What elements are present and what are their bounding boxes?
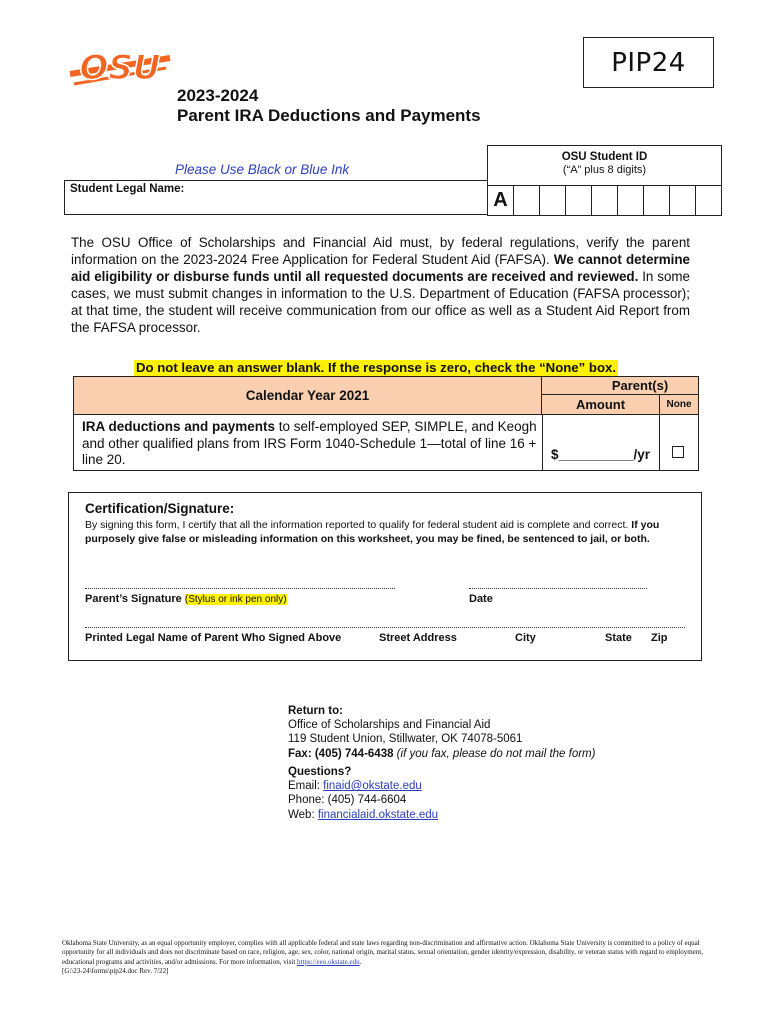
signature-line[interactable]	[85, 588, 395, 589]
certification-text-plain: By signing this form, I certify that all the information reported to qualify for federal student aid is complete and correct.	[85, 519, 632, 531]
state-label: State	[605, 632, 632, 644]
student-id-digit[interactable]	[514, 186, 540, 215]
return-heading: Return to:	[288, 705, 343, 717]
ink-note: Please Use Black or Blue Ink	[175, 162, 350, 177]
table-row-text: to self-employed SEP, SIMPLE, and Keogh and other qualified plans from IRS Form 1040-Schedule 1—total of line 16 + line 20.	[82, 419, 537, 467]
questions-block	[288, 765, 438, 822]
return-address	[288, 704, 595, 761]
doc-reference: [G:\23-24\forms\pip24.doc Rev. 7/22]	[62, 966, 169, 975]
warning-banner: Do not leave an answer blank. If the response is zero, check the “None” box.	[136, 360, 617, 375]
table-header-none: None	[660, 395, 698, 415]
signature-label-text: Parent’s Signature	[85, 593, 182, 605]
intro-paragraph	[71, 234, 690, 336]
student-id-digit[interactable]	[644, 186, 670, 215]
intro-text-2: In some cases, we must submit changes in information to the U.S. Department of Education (FAFSA processor); at that time, the student will receive communication from our office as well as a Student Aid Report from the FAFSA processor.	[71, 269, 690, 335]
eeo-link[interactable]: https://eeo.okstate.edu	[297, 957, 360, 966]
student-id-digit[interactable]	[696, 186, 721, 215]
table-row-bold: IRA deductions and payments	[82, 419, 276, 434]
return-street: 119 Student Union, Stillwater, OK 74078-5061	[288, 733, 523, 746]
student-id-field[interactable]	[487, 185, 722, 216]
footer-disclaimer	[62, 939, 710, 976]
table-header-parents: Parent(s)	[542, 377, 698, 395]
footer-text-end: .	[359, 957, 362, 966]
form-year: 2023-2024	[177, 86, 259, 105]
student-id-digit[interactable]	[618, 186, 644, 215]
osu-logo-text: OSU	[79, 48, 161, 88]
fax-note: (if you fax, please do not mail the form)	[393, 747, 596, 760]
street-label: Street Address	[379, 632, 457, 644]
zip-label: Zip	[651, 632, 668, 644]
none-checkbox[interactable]	[672, 446, 684, 458]
student-id-digit[interactable]	[670, 186, 696, 215]
table-row-label	[82, 419, 538, 469]
certification-box	[68, 492, 702, 661]
table-header-year: Calendar Year 2021	[74, 377, 542, 415]
city-label: City	[515, 632, 536, 644]
student-name-field[interactable]	[64, 180, 488, 215]
student-id-digit[interactable]	[592, 186, 618, 215]
web-label: Web:	[288, 808, 318, 821]
ira-table	[73, 376, 699, 471]
return-office: Office of Scholarships and Financial Aid	[288, 719, 491, 732]
student-id-digit[interactable]	[540, 186, 566, 215]
phone-text: Phone: (405) 744-6604	[288, 794, 407, 807]
certification-title: Certification/Signature:	[85, 501, 235, 516]
date-label: Date	[469, 593, 493, 605]
table-header-amount: Amount	[542, 395, 660, 415]
form-title: Parent IRA Deductions and Payments	[177, 106, 481, 125]
table-divider	[542, 415, 543, 470]
signature-note: (Stylus or ink pen only)	[184, 594, 287, 605]
certification-text	[85, 519, 693, 546]
student-name-label: Student Legal Name:	[70, 183, 185, 195]
printed-name-line[interactable]	[85, 627, 685, 628]
signature-label	[85, 593, 287, 605]
intro-text-bold: We cannot determine aid eligibility or disburse funds until all requested documents are received and reviewed.	[71, 252, 690, 284]
student-id-subtitle: (“A” plus 8 digits)	[562, 164, 647, 176]
student-id-title: OSU Student ID	[561, 151, 648, 163]
printed-name-label: Printed Legal Name of Parent Who Signed Above	[85, 632, 342, 644]
student-id-digit[interactable]	[566, 186, 592, 215]
fax-label: Fax: (405) 744-6438	[288, 747, 394, 760]
date-line[interactable]	[469, 588, 647, 589]
osu-logo	[66, 44, 174, 90]
web-link[interactable]: financialaid.okstate.edu	[317, 808, 439, 821]
intro-text-1: The OSU Office of Scholarships and Financial Aid must, by federal regulations, verify the parent information on the 2023-2024 Free Application for Federal Student Aid (FAFSA).	[71, 235, 690, 267]
ira-amount-field[interactable]: $__________/yr	[542, 415, 660, 470]
student-id-header	[487, 145, 722, 185]
student-id-prefix: A	[488, 186, 514, 215]
footer-text: Oklahoma State University, as an equal opportunity employer, complies with all applicable federal and state laws regarding non-discrimination and affirmative action. Oklahoma State University is committed to a policy of equal opportunity for all individuals and does not discriminate based on race, religion, age, sex, color, national origin, marital status, sexual orientation, gender identity/expression, disability, or veteran status with regard to employment, educational programs and activities, and/or admissions. For more information, visit	[62, 939, 703, 966]
email-label: Email:	[288, 780, 324, 793]
questions-heading: Questions?	[288, 766, 352, 778]
email-link[interactable]: finaid@okstate.edu	[323, 780, 422, 793]
certification-text-bold: If you purposely give false or misleading information on this worksheet, you may be fined, be sentenced to jail, or both.	[85, 519, 660, 545]
form-code: PIP24	[583, 37, 714, 88]
